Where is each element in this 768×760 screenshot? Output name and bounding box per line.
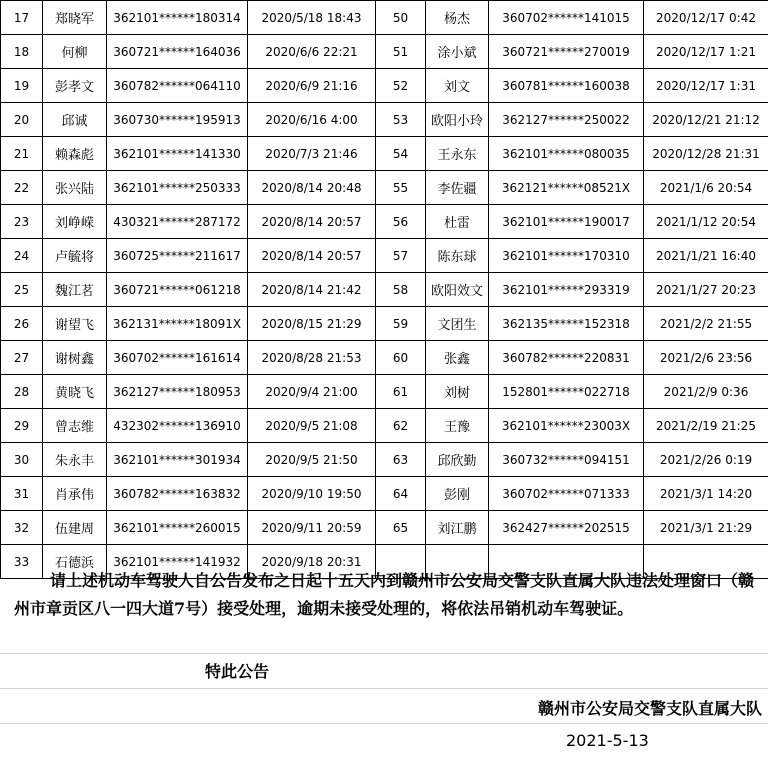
- driver-name: 刘江鹏: [426, 511, 489, 545]
- row-number: 23: [1, 205, 43, 239]
- driver-name: 涂小斌: [426, 35, 489, 69]
- violation-time: 2020/12/17 0:42: [644, 1, 768, 35]
- violation-time: 2021/3/1 14:20: [644, 477, 768, 511]
- violation-time: 2021/2/19 21:25: [644, 409, 768, 443]
- notice-paragraph: 请上述机动车驾驶人自公告发布之日起十五天内到赣州市公安局交警支队直属大队违法处理窗口（赣州市章贡区八一四大道7号）接受处理，逾期未接受处理的，将依法吊销机动车驾驶证。: [14, 571, 755, 618]
- row-number: 60: [376, 341, 426, 375]
- divider: [0, 688, 768, 689]
- table-row: [1, 69, 768, 103]
- table-row: [1, 239, 768, 273]
- id-number: 362127******180953: [107, 375, 248, 409]
- id-number: 362101******260015: [107, 511, 248, 545]
- row-number: 22: [1, 171, 43, 205]
- row-number: 28: [1, 375, 43, 409]
- id-number: 362121******08521X: [489, 171, 644, 205]
- driver-name: 王豫: [426, 409, 489, 443]
- driver-name: 谢望飞: [43, 307, 107, 341]
- violation-time: 2020/9/5 21:50: [248, 443, 376, 477]
- row-number: 24: [1, 239, 43, 273]
- id-number: 360782******220831: [489, 341, 644, 375]
- row-number: 17: [1, 1, 43, 35]
- violation-time: 2021/2/2 21:55: [644, 307, 768, 341]
- id-number: 362101******301934: [107, 443, 248, 477]
- driver-name: 彭孝文: [43, 69, 107, 103]
- driver-name: 欧阳效文: [426, 273, 489, 307]
- violation-time: 2020/8/28 21:53: [248, 341, 376, 375]
- id-number: 360730******195913: [107, 103, 248, 137]
- driver-name: 彭刚: [426, 477, 489, 511]
- violation-time: 2020/8/15 21:29: [248, 307, 376, 341]
- row-number: 55: [376, 171, 426, 205]
- driver-name: 李佐疆: [426, 171, 489, 205]
- row-number: 26: [1, 307, 43, 341]
- row-number: 63: [376, 443, 426, 477]
- row-number: 54: [376, 137, 426, 171]
- violation-time: 2020/6/6 22:21: [248, 35, 376, 69]
- row-number: 31: [1, 477, 43, 511]
- row-number: 59: [376, 307, 426, 341]
- violation-time: 2020/9/4 21:00: [248, 375, 376, 409]
- id-number: 362101******23003X: [489, 409, 644, 443]
- divider: [0, 723, 768, 724]
- id-number: 360732******094151: [489, 443, 644, 477]
- id-number: 362101******080035: [489, 137, 644, 171]
- table-row: [1, 205, 768, 239]
- row-number: 51: [376, 35, 426, 69]
- driver-name: 黄晓飞: [43, 375, 107, 409]
- row-number: 62: [376, 409, 426, 443]
- id-number: 360702******141015: [489, 1, 644, 35]
- row-number: 21: [1, 137, 43, 171]
- table-body: [1, 1, 768, 579]
- row-number: 52: [376, 69, 426, 103]
- row-number: 58: [376, 273, 426, 307]
- table-row: [1, 1, 768, 35]
- violation-time: 2020/8/14 20:57: [248, 239, 376, 273]
- driver-name: 肖承伟: [43, 477, 107, 511]
- row-number: 25: [1, 273, 43, 307]
- table-row: [1, 171, 768, 205]
- table-row: [1, 341, 768, 375]
- violation-time: 2020/8/14 20:57: [248, 205, 376, 239]
- id-number: 152801******022718: [489, 375, 644, 409]
- table-row: [1, 375, 768, 409]
- notice-section: [0, 563, 768, 760]
- driver-name: 赖森彪: [43, 137, 107, 171]
- violation-time: 2020/9/10 19:50: [248, 477, 376, 511]
- violation-time: 2020/9/18 20:31: [248, 545, 376, 579]
- table-row: [1, 477, 768, 511]
- driver-name: 谢树鑫: [43, 341, 107, 375]
- id-number: 362101******250333: [107, 171, 248, 205]
- row-number: 50: [376, 1, 426, 35]
- id-number: 360781******160038: [489, 69, 644, 103]
- driver-name: 卢毓将: [43, 239, 107, 273]
- divider: [0, 653, 768, 654]
- id-number: 362101******293319: [489, 273, 644, 307]
- row-number: 53: [376, 103, 426, 137]
- id-number: 360702******071333: [489, 477, 644, 511]
- row-number: 64: [376, 477, 426, 511]
- id-number: 360721******061218: [107, 273, 248, 307]
- driver-name: 朱永丰: [43, 443, 107, 477]
- violation-time: 2020/12/21 21:12: [644, 103, 768, 137]
- violation-time: 2021/3/1 21:29: [644, 511, 768, 545]
- row-number: 57: [376, 239, 426, 273]
- row-number: 32: [1, 511, 43, 545]
- driver-name: 曾志维: [43, 409, 107, 443]
- driver-name: 邱诚: [43, 103, 107, 137]
- row-number: 27: [1, 341, 43, 375]
- row-number: 18: [1, 35, 43, 69]
- violation-time: 2021/2/6 23:56: [644, 341, 768, 375]
- driver-name: 王永东: [426, 137, 489, 171]
- table-row: [1, 307, 768, 341]
- driver-name: 刘文: [426, 69, 489, 103]
- id-number: 362101******141330: [107, 137, 248, 171]
- id-number: 360725******211617: [107, 239, 248, 273]
- row-number: 61: [376, 375, 426, 409]
- row-number: 20: [1, 103, 43, 137]
- row-number: 56: [376, 205, 426, 239]
- driver-name: 刘峥嵘: [43, 205, 107, 239]
- driver-name: 石德浜: [43, 545, 107, 579]
- id-number: 362101******190017: [489, 205, 644, 239]
- driver-name: 邱欣勤: [426, 443, 489, 477]
- violation-time: 2021/2/9 0:36: [644, 375, 768, 409]
- violation-time: 2020/6/9 21:16: [248, 69, 376, 103]
- violation-time: 2020/12/17 1:31: [644, 69, 768, 103]
- driver-name: 何柳: [43, 35, 107, 69]
- driver-name: 张兴陆: [43, 171, 107, 205]
- notice-organization: 赣州市公安局交警支队直属大队: [537, 699, 762, 718]
- driver-name: 杜雷: [426, 205, 489, 239]
- id-number: 362101******141932: [107, 545, 248, 579]
- driver-name: 陈东球: [426, 239, 489, 273]
- row-number: 19: [1, 69, 43, 103]
- violation-time: 2020/8/14 20:48: [248, 171, 376, 205]
- id-number: 360721******270019: [489, 35, 644, 69]
- table-row: [1, 443, 768, 477]
- table-row: [1, 273, 768, 307]
- id-number: 362101******180314: [107, 1, 248, 35]
- violation-time: 2021/1/27 20:23: [644, 273, 768, 307]
- violation-time: 2020/7/3 21:46: [248, 137, 376, 171]
- driver-name: 魏江茗: [43, 273, 107, 307]
- driver-name: 杨杰: [426, 1, 489, 35]
- id-number: 360721******164036: [107, 35, 248, 69]
- driver-name: 伍建周: [43, 511, 107, 545]
- row-number: 29: [1, 409, 43, 443]
- id-number: 360782******163832: [107, 477, 248, 511]
- table-row: [1, 511, 768, 545]
- id-number: 360702******161614: [107, 341, 248, 375]
- table-row: [1, 35, 768, 69]
- driver-name: 张鑫: [426, 341, 489, 375]
- violation-time: 2020/5/18 18:43: [248, 1, 376, 35]
- row-number: 33: [1, 545, 43, 579]
- id-number: 432302******136910: [107, 409, 248, 443]
- row-number: 30: [1, 443, 43, 477]
- id-number: 360782******064110: [107, 69, 248, 103]
- notice-date: 2021-5-13: [566, 731, 649, 750]
- driver-name: 文团生: [426, 307, 489, 341]
- violation-time: 2020/12/17 1:21: [644, 35, 768, 69]
- id-number: 362427******202515: [489, 511, 644, 545]
- violation-time: 2020/9/11 20:59: [248, 511, 376, 545]
- id-number: 430321******287172: [107, 205, 248, 239]
- violation-time: 2020/6/16 4:00: [248, 103, 376, 137]
- driver-name: 刘树: [426, 375, 489, 409]
- violation-time: 2021/1/6 20:54: [644, 171, 768, 205]
- violation-time: 2020/9/5 21:08: [248, 409, 376, 443]
- id-number: 362101******170310: [489, 239, 644, 273]
- id-number: 362131******18091X: [107, 307, 248, 341]
- violation-time: 2021/1/21 16:40: [644, 239, 768, 273]
- notice-special: 特此公告: [205, 662, 270, 681]
- id-number: 362127******250022: [489, 103, 644, 137]
- table-row: [1, 137, 768, 171]
- id-number: 362135******152318: [489, 307, 644, 341]
- driver-name: 郑晓军: [43, 1, 107, 35]
- row-number: 65: [376, 511, 426, 545]
- driver-name: 欧阳小玲: [426, 103, 489, 137]
- violation-time: 2021/1/12 20:54: [644, 205, 768, 239]
- violation-time: 2020/8/14 21:42: [248, 273, 376, 307]
- table-row: [1, 409, 768, 443]
- violation-time: 2021/2/26 0:19: [644, 443, 768, 477]
- violation-time: 2020/12/28 21:31: [644, 137, 768, 171]
- table-row: [1, 103, 768, 137]
